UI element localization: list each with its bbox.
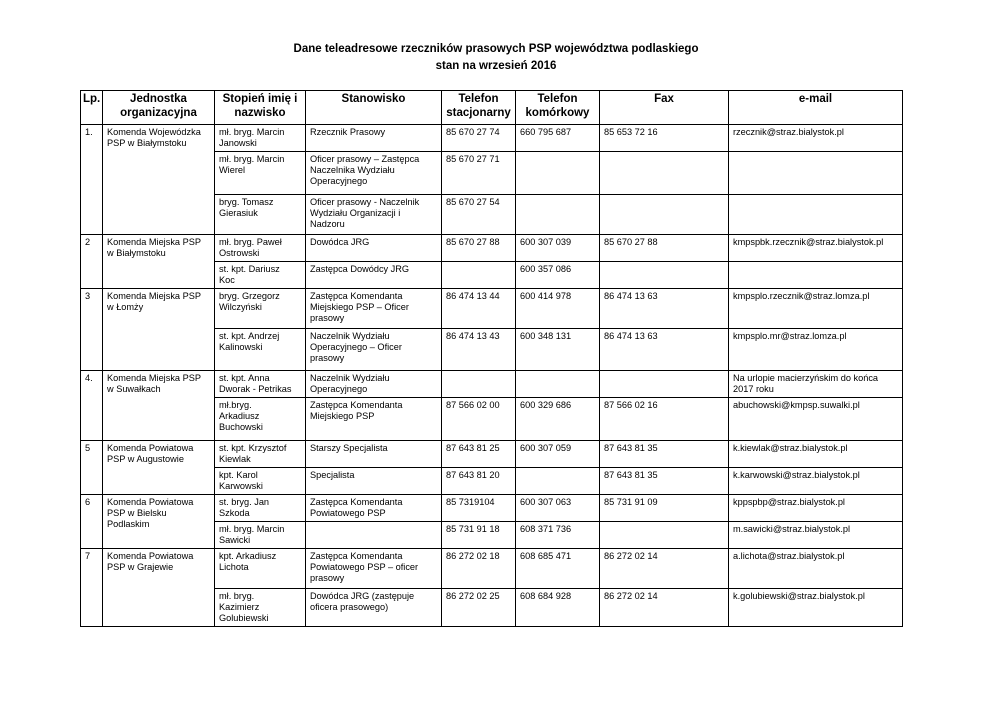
column-header-phone: Telefon stacjonarny xyxy=(442,91,516,125)
cell-fax: 85 653 72 16 xyxy=(600,125,729,152)
cell-email: kmpsplo.mr@straz.lomza.pl xyxy=(729,329,903,371)
cell-mobile: 600 329 686 xyxy=(516,398,600,441)
cell-position: Zastępca Komendanta Powiatowego PSP – oficer prasowy xyxy=(306,549,442,589)
cell-email: Na urlopie macierzyńskim do końca 2017 roku xyxy=(729,371,903,398)
cell-email: rzecznik@straz.bialystok.pl xyxy=(729,125,903,152)
cell-position: Dowódca JRG xyxy=(306,235,442,262)
cell-unit-name: Komenda Powiatowa PSP w Grajewie xyxy=(103,549,215,627)
cell-mobile xyxy=(516,468,600,495)
cell-unit-name: Komenda Miejska PSP w Białymstoku xyxy=(103,235,215,289)
table-row xyxy=(81,289,903,329)
cell-lp: 7 xyxy=(81,549,103,627)
cell-rank-name: mł. bryg. Kazimierz Golubiewski xyxy=(215,589,306,627)
cell-rank-name: bryg. Grzegorz Wilczyński xyxy=(215,289,306,329)
cell-rank-name: mł. bryg. Marcin Sawicki xyxy=(215,522,306,549)
cell-rank-name: kpt. Karol Karwowski xyxy=(215,468,306,495)
cell-rank-name: bryg. Tomasz Gierasiuk xyxy=(215,195,306,235)
cell-email: abuchowski@kmpsp.suwalki.pl xyxy=(729,398,903,441)
cell-unit-name: Komenda Miejska PSP w Suwałkach xyxy=(103,371,215,441)
cell-mobile: 600 307 063 xyxy=(516,495,600,522)
cell-unit-name: Komenda Powiatowa PSP w Augustowie xyxy=(103,441,215,495)
cell-fax xyxy=(600,262,729,289)
cell-position: Zastępca Dowódcy JRG xyxy=(306,262,442,289)
cell-mobile: 660 795 687 xyxy=(516,125,600,152)
cell-phone: 85 670 27 88 xyxy=(442,235,516,262)
document-subtitle: stan na wrzesień 2016 xyxy=(435,60,557,72)
cell-fax: 87 643 81 35 xyxy=(600,441,729,468)
cell-email xyxy=(729,152,903,195)
cell-position xyxy=(306,522,442,549)
cell-email: m.sawicki@straz.bialystok.pl xyxy=(729,522,903,549)
cell-rank-name: mł.bryg. Arkadiusz Buchowski xyxy=(215,398,306,441)
cell-mobile: 608 685 471 xyxy=(516,549,600,589)
cell-email xyxy=(729,195,903,235)
cell-fax xyxy=(600,371,729,398)
column-header-position: Stanowisko xyxy=(306,91,442,125)
cell-fax: 87 643 81 35 xyxy=(600,468,729,495)
cell-rank-name: st. kpt. Dariusz Koc xyxy=(215,262,306,289)
cell-phone: 87 566 02 00 xyxy=(442,398,516,441)
cell-mobile: 600 307 059 xyxy=(516,441,600,468)
cell-rank-name: st. kpt. Andrzej Kalinowski xyxy=(215,329,306,371)
cell-phone: 87 643 81 25 xyxy=(442,441,516,468)
cell-fax: 86 474 13 63 xyxy=(600,289,729,329)
cell-email: kmpsplo.rzecznik@straz.lomza.pl xyxy=(729,289,903,329)
cell-fax xyxy=(600,522,729,549)
cell-phone: 86 272 02 18 xyxy=(442,549,516,589)
cell-lp: 4. xyxy=(81,371,103,441)
cell-position: Zastępca Komendanta Miejskiego PSP – Oficer prasowy xyxy=(306,289,442,329)
cell-position: Zastępca Komendanta Miejskiego PSP xyxy=(306,398,442,441)
cell-mobile: 600 307 039 xyxy=(516,235,600,262)
cell-fax: 86 474 13 63 xyxy=(600,329,729,371)
cell-phone: 85 731 91 18 xyxy=(442,522,516,549)
cell-position: Oficer prasowy - Naczelnik Wydziału Organizacji i Nadzoru xyxy=(306,195,442,235)
cell-unit-name: Komenda Wojewódzka PSP w Białymstoku xyxy=(103,125,215,235)
cell-fax xyxy=(600,195,729,235)
cell-rank-name: mł. bryg. Marcin Wierel xyxy=(215,152,306,195)
cell-lp: 1. xyxy=(81,125,103,235)
cell-mobile: 600 357 086 xyxy=(516,262,600,289)
column-header-rank-name: Stopień imię i nazwisko xyxy=(215,91,306,125)
cell-email: kmpspbk.rzecznik@straz.bialystok.pl xyxy=(729,235,903,262)
cell-rank-name: mł. bryg. Marcin Janowski xyxy=(215,125,306,152)
cell-mobile: 600 348 131 xyxy=(516,329,600,371)
column-header-unit: Jednostka organizacyjna xyxy=(103,91,215,125)
cell-mobile: 600 414 978 xyxy=(516,289,600,329)
cell-phone xyxy=(442,262,516,289)
cell-unit-name: Komenda Miejska PSP w Łomży xyxy=(103,289,215,371)
table-row xyxy=(81,495,903,522)
cell-position: Naczelnik Wydziału Operacyjnego – Oficer prasowy xyxy=(306,329,442,371)
cell-fax xyxy=(600,152,729,195)
column-header-lp: Lp. xyxy=(81,91,103,125)
table-row xyxy=(81,235,903,262)
column-header-email: e-mail xyxy=(729,91,903,125)
cell-position: Starszy Specjalista xyxy=(306,441,442,468)
contact-table xyxy=(80,90,903,627)
cell-phone: 87 643 81 20 xyxy=(442,468,516,495)
cell-lp: 3 xyxy=(81,289,103,371)
cell-unit-name: Komenda Powiatowa PSP w Bielsku Podlaskim xyxy=(103,495,215,549)
cell-mobile: 608 371 736 xyxy=(516,522,600,549)
cell-lp: 6 xyxy=(81,495,103,549)
cell-fax: 85 670 27 88 xyxy=(600,235,729,262)
cell-fax: 86 272 02 14 xyxy=(600,549,729,589)
cell-position: Dowódca JRG (zastępuje oficera prasowego) xyxy=(306,589,442,627)
header-row xyxy=(81,91,903,125)
cell-rank-name: mł. bryg. Paweł Ostrowski xyxy=(215,235,306,262)
table-row xyxy=(81,125,903,152)
cell-phone: 85 670 27 74 xyxy=(442,125,516,152)
cell-mobile xyxy=(516,195,600,235)
cell-phone: 85 670 27 71 xyxy=(442,152,516,195)
cell-rank-name: st. kpt. Anna Dworak - Petrikas xyxy=(215,371,306,398)
cell-fax: 87 566 02 16 xyxy=(600,398,729,441)
cell-mobile: 608 684 928 xyxy=(516,589,600,627)
column-header-mobile: Telefon komórkowy xyxy=(516,91,600,125)
cell-fax: 85 731 91 09 xyxy=(600,495,729,522)
cell-fax: 86 272 02 14 xyxy=(600,589,729,627)
cell-position: Naczelnik Wydziału Operacyjnego xyxy=(306,371,442,398)
cell-phone: 85 7319104 xyxy=(442,495,516,522)
document-title: Dane teleadresowe rzeczników prasowych PSP województwa podlaskiego xyxy=(293,43,699,55)
cell-position: Specjalista xyxy=(306,468,442,495)
cell-position: Oficer prasowy – Zastępca Naczelnika Wydziału Operacyjnego xyxy=(306,152,442,195)
cell-email: k.karwowski@straz.bialystok.pl xyxy=(729,468,903,495)
cell-rank-name: st. kpt. Krzysztof Kiewlak xyxy=(215,441,306,468)
cell-phone: 85 670 27 54 xyxy=(442,195,516,235)
table-row xyxy=(81,371,903,398)
cell-email: a.lichota@straz.bialystok.pl xyxy=(729,549,903,589)
column-header-fax: Fax xyxy=(600,91,729,125)
cell-rank-name: kpt. Arkadiusz Lichota xyxy=(215,549,306,589)
cell-email xyxy=(729,262,903,289)
cell-phone: 86 474 13 44 xyxy=(442,289,516,329)
cell-mobile xyxy=(516,371,600,398)
cell-phone: 86 272 02 25 xyxy=(442,589,516,627)
cell-phone xyxy=(442,371,516,398)
cell-email: k.golubiewski@straz.bialystok.pl xyxy=(729,589,903,627)
cell-email: kppspbp@straz.bialystok.pl xyxy=(729,495,903,522)
cell-lp: 5 xyxy=(81,441,103,495)
cell-position: Zastępca Komendanta Powiatowego PSP xyxy=(306,495,442,522)
cell-rank-name: st. bryg. Jan Szkoda xyxy=(215,495,306,522)
cell-mobile xyxy=(516,152,600,195)
cell-position: Rzecznik Prasowy xyxy=(306,125,442,152)
cell-phone: 86 474 13 43 xyxy=(442,329,516,371)
table-row xyxy=(81,549,903,589)
table-row xyxy=(81,441,903,468)
cell-email: k.kiewlak@straz.bialystok.pl xyxy=(729,441,903,468)
cell-lp: 2 xyxy=(81,235,103,289)
